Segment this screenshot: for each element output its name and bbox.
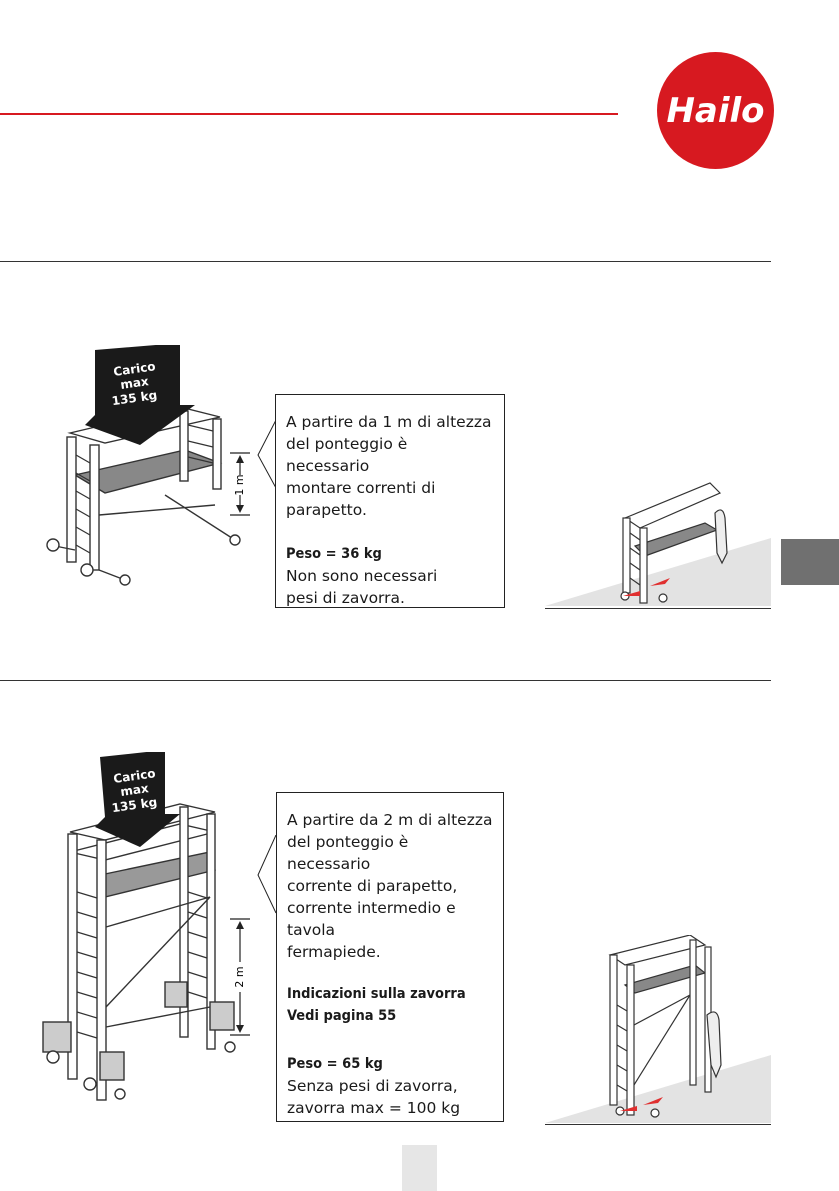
weight-text: pesi di zavorra. bbox=[286, 589, 405, 607]
callout-text: del ponteggio è necessario bbox=[287, 833, 409, 873]
weight-title: Peso = 36 kg bbox=[286, 546, 382, 562]
load-label-line: 135 kg bbox=[110, 794, 159, 816]
header-red-rule bbox=[0, 113, 618, 115]
callout-text: corrente intermedio e tavola bbox=[287, 899, 456, 939]
callout-text: fermapiede. bbox=[287, 943, 381, 961]
load-label-line: max bbox=[119, 374, 150, 392]
callout-text: del ponteggio è necessario bbox=[286, 435, 408, 475]
weight-text: zavorra max = 100 kg bbox=[287, 1099, 461, 1117]
weight-text: Non sono necessari bbox=[286, 567, 438, 585]
load-label-line: 135 kg bbox=[110, 387, 159, 409]
height-dimension-label: 1 m bbox=[233, 474, 246, 496]
weight-title: Peso = 65 kg bbox=[287, 1056, 383, 1072]
hailo-logo bbox=[657, 52, 774, 169]
section2-rule bbox=[0, 680, 771, 681]
load-label-line: max bbox=[119, 781, 150, 799]
info-callout-2 bbox=[276, 792, 504, 1122]
side-tab bbox=[781, 539, 839, 585]
section1-rule bbox=[0, 261, 771, 262]
height-dimension-label: 2 m bbox=[233, 966, 246, 988]
logo-text: Hailo bbox=[666, 91, 765, 131]
image-rule bbox=[545, 608, 771, 609]
callout-text: corrente di parapetto, bbox=[287, 877, 458, 895]
callout-text: A partire da 2 m di altezza bbox=[287, 811, 493, 829]
weight-text: Senza pesi di zavorra, bbox=[287, 1077, 458, 1095]
slope-illustration-2 bbox=[545, 935, 771, 1125]
image-rule bbox=[545, 1124, 771, 1125]
ballast-title: Indicazioni sulla zavorra bbox=[287, 986, 466, 1002]
slope-illustration-1 bbox=[545, 478, 771, 608]
ballast-reference: Vedi pagina 55 bbox=[287, 1008, 397, 1024]
page-number-tab bbox=[402, 1145, 437, 1191]
scaffold-illustration-2 bbox=[35, 752, 260, 1107]
scaffold-illustration-1 bbox=[35, 345, 260, 595]
callout-text: A partire da 1 m di altezza bbox=[286, 413, 492, 431]
load-label-line: Carico bbox=[112, 359, 157, 379]
load-label-line: Carico bbox=[112, 766, 157, 786]
info-callout-1 bbox=[275, 394, 505, 608]
callout-text: montare correnti di parapetto. bbox=[286, 479, 436, 519]
